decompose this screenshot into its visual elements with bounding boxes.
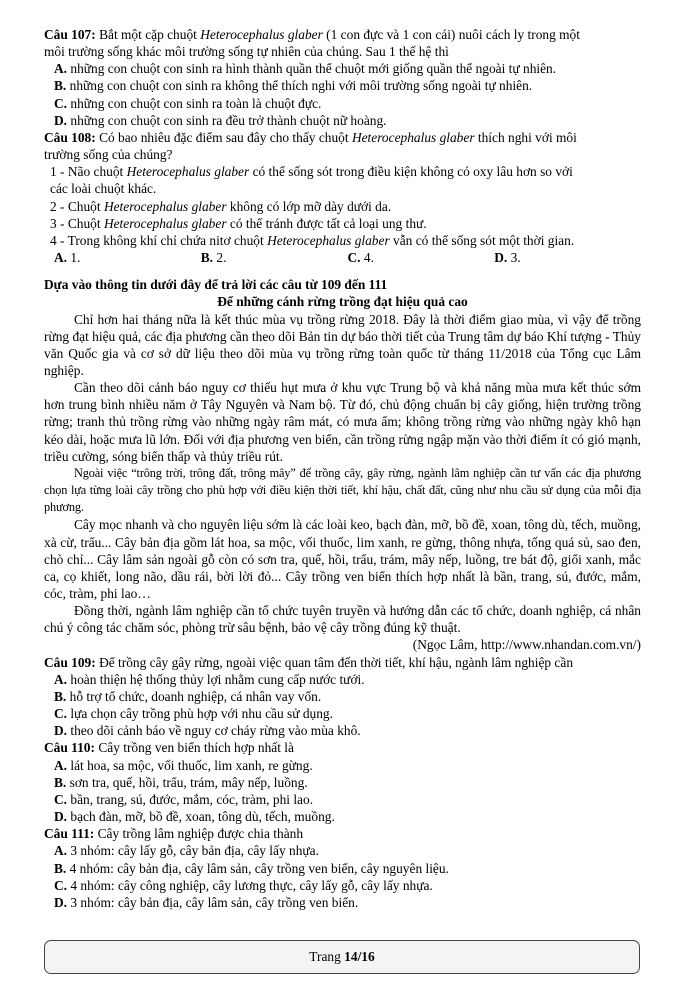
option-b: B. những con chuột con sinh ra không thể thích nghi với môi trường sống ngoài tự nhiên. — [54, 78, 533, 94]
question-107-stem: Câu 107: Bắt một cặp chuột Heterocephalus glaber (1 con đực và 1 con cái) nuôi cách ly trong một — [44, 27, 580, 42]
passage-title: Để những cánh rừng trồng đạt hiệu quả cao — [217, 294, 468, 310]
passage-paragraph-4: Cây mọc nhanh và cho nguyên liệu sớm là các loài keo, bạch đàn, mỡ, bồ đề, xoan, tông dù, tếch, muồng, xà cừ, trẩu... Cây bản địa gồm lát hoa, sa mộc, vối thuốc, lim xanh, re gừng, thông nhựa, tống quá sủ, sao đen, chò chỉ... Cây lâm sản ngoài gỗ còn có sơn tra, quế, hồi, trẩu, trám, mây nếp, luồng, tre bát độ, giổi xanh, mắc ca, cọ khiết, long não, dầu rái, bời lời đỏ... Cây trồng ven biển thích hợp nhất là bần, trang, sú, đước, mắm, cóc, tràm, phi lao… — [44, 517, 641, 601]
option-b: B. hỗ trợ tổ chức, doanh nghiệp, cá nhân vay vốn. — [54, 688, 322, 704]
exam-page — [44, 26, 641, 911]
question-108: Câu 108: Có bao nhiêu đặc điểm sau đây cho thấy chuột Heterocephalus glaber thích nghi với môi trường sống của chúng? 1 - Não chuột Heterocephalus glaber có thể sống sót trong điều kiện không có oxy lâu hơn so với các loài chuột khác. 2 - Chuột Heterocephalus glaber không có lớp mỡ dày dưới da. 3 - Chuột Heterocephalus glaber có thể tránh được tất cả loại ung thư. 4 - Trong không khí chỉ chứa nitơ chuột Heterocephalus glaber vẫn có thể sống sót một thời gian. A. 1. B. 2. C. 4. D. 3. — [44, 129, 641, 266]
option-d: D. 3. — [494, 250, 521, 266]
question-109 — [44, 654, 641, 740]
option-b: B. 2. — [200, 250, 227, 266]
option-d: D. 3 nhóm: cây bản địa, cây lâm sản, cây trồng ven biển. — [54, 894, 359, 910]
page-footer — [44, 940, 640, 974]
option-d: D. bạch đàn, mỡ, bồ đề, xoan, tông dù, tếch, muồng. — [54, 809, 335, 825]
question-109-stem: Câu 109: Để trồng cây gây rừng, ngoài việc quan tâm đến thời tiết, khí hậu, ngành lâm nghiệp cần — [44, 654, 574, 670]
statement-2: 2 - Chuột Heterocephalus glaber không có lớp mỡ dày dưới da. — [50, 198, 392, 214]
option-c: C. 4. — [347, 250, 374, 266]
passage-paragraph-3: Ngoài việc “trông trời, trông đất, trông mây” để trồng cây, gây rừng, ngành lâm nghiệp cần tư vấn các địa phương chọn lựa từng loài cây trồng cho phù hợp với điều kiện thời tiết, khí hậu, chất đất, cũng như nhu cầu sử dụng của mỗi địa phương. — [44, 465, 641, 515]
passage-paragraph-5: Đồng thời, ngành lâm nghiệp cần tổ chức tuyên truyền và hướng dẫn các tổ chức, doanh nghiệp, cá nhân chú ý công tác chăm sóc, phòng trừ sâu bệnh, bảo vệ cây trồng đúng kỹ thuật. — [44, 603, 641, 636]
option-b: B. 4 nhóm: cây bản địa, cây lâm sản, cây trồng ven biển, cây nguyên liệu. — [54, 860, 449, 876]
option-d: D. theo dõi cảnh báo về nguy cơ cháy rừng vào mùa khô. — [54, 723, 361, 739]
question-label: Câu 109: — [44, 654, 96, 670]
option-c: C. những con chuột con sinh ra toàn là chuột đực. — [54, 95, 322, 111]
question-111-stem: Câu 111: Cây trồng lâm nghiệp được chia thành — [44, 826, 304, 842]
passage-source: (Ngọc Lâm, http://www.nhandan.com.vn/) — [412, 637, 641, 653]
question-label: Câu 111: — [44, 826, 95, 842]
question-110 — [44, 739, 641, 825]
passage-intro: Dựa vào thông tin dưới đây để trả lời các câu từ 109 đến 111 — [44, 277, 388, 293]
option-b: B. sơn tra, quế, hồi, trẩu, trám, mây nếp, luồng. — [54, 774, 308, 790]
option-a: A. lát hoa, sa mộc, vối thuốc, lim xanh, re gừng. — [54, 757, 313, 773]
option-c: C. 4 nhóm: cây công nghiệp, cây lương thực, cây lấy gỗ, cây lấy nhựa. — [54, 877, 433, 893]
option-a: A. những con chuột con sinh ra hình thành quần thể chuột mới giống quần thể ngoài tự nhiên. — [54, 61, 557, 77]
option-a: A. 3 nhóm: cây lấy gỗ, cây bản địa, cây lấy nhựa. — [54, 843, 319, 859]
option-a: A. hoàn thiện hệ thống thủy lợi nhằm cung cấp nước tưới. — [54, 671, 365, 687]
question-111 — [44, 825, 641, 911]
statement-3: 3 - Chuột Heterocephalus glaber có thể tránh được tất cả loại ung thư. — [50, 215, 427, 231]
page-label: Trang — [309, 949, 341, 964]
option-a: A. 1. — [54, 250, 81, 266]
page-number: 14/16 — [344, 949, 375, 964]
question-label: Câu 108: — [44, 129, 96, 145]
option-c: C. bần, trang, sú, đước, mắm, cóc, tràm, phi lao. — [54, 791, 314, 807]
answer-row — [44, 249, 641, 266]
passage-paragraph-1: Chỉ hơn hai tháng nữa là kết thúc mùa vụ trồng rừng 2018. Đây là thời điểm giao mùa, vì vậy để trồng rừng đạt hiệu quả, các địa phương cần theo dõi Bản tin dự báo thời tiết của Trung tâm dự báo Khí tượng - Thủy văn Quốc gia và cơ sở dữ liệu theo dõi mùa vụ trồng rừng toàn quốc từ tháng 11/2018 của Tổng cục Lâm nghiệp. — [44, 311, 641, 378]
spacer — [44, 266, 641, 276]
question-label: Câu 110: — [44, 740, 95, 756]
question-107: Câu 107: Bắt một cặp chuột Heterocephalus glaber (1 con đực và 1 con cái) nuôi cách ly trong một môi trường sống khác môi trường sống tự nhiên của chúng. Sau 1 thế hệ thì A. những con chuột con sinh ra hình thành quần thể chuột mới giống quần thể ngoài tự nhiên. B. những con chuột con sinh ra không thể thích nghi với môi trường sống ngoài tự nhiên. C. những con chuột con sinh ra toàn là chuột đực. D. những con chuột con sinh ra đều trở thành chuột nữ hoàng. — [44, 26, 641, 129]
statement-4: 4 - Trong không khí chỉ chứa nitơ chuột Heterocephalus glaber vẫn có thể sống sót một thời gian. — [50, 232, 575, 248]
question-108-stem: Câu 108: Có bao nhiêu đặc điểm sau đây cho thấy chuột Heterocephalus glaber thích nghi với môi — [44, 129, 577, 145]
option-d: D. những con chuột con sinh ra đều trở thành chuột nữ hoàng. — [54, 112, 387, 128]
question-110-stem: Câu 110: Cây trồng ven biển thích hợp nhất là — [44, 740, 294, 756]
passage-paragraph-2: Cần theo dõi cảnh báo nguy cơ thiếu hụt mưa ở khu vực Trung bộ và khả năng mùa mưa kết thúc sớm hơn trung bình nhiều năm ở Tây Nguyên và Nam bộ. Từ đó, chủ động chuẩn bị cây giống, hiện trường trồng rừng; tranh thủ trồng rừng vào những ngày râm mát, có mưa ẩm; không trồng rừng vào những ngày khô hạn kéo dài, hoặc mưa lũ lớn. Đối với địa phương ven biển, cần trồng rừng ngập mặn vào thời điểm ít có gió mạnh, triều cường, sóng biển thấp và thủy triều rút. — [44, 380, 641, 464]
reading-passage — [44, 276, 641, 653]
question-label: Câu 107: — [44, 27, 96, 42]
statement-1: 1 - Não chuột Heterocephalus glaber có thể sống sót trong điều kiện không có oxy lâu hơn so với — [50, 164, 573, 180]
option-c: C. lựa chọn cây trồng phù hợp với nhu cầu sử dụng. — [54, 706, 333, 722]
